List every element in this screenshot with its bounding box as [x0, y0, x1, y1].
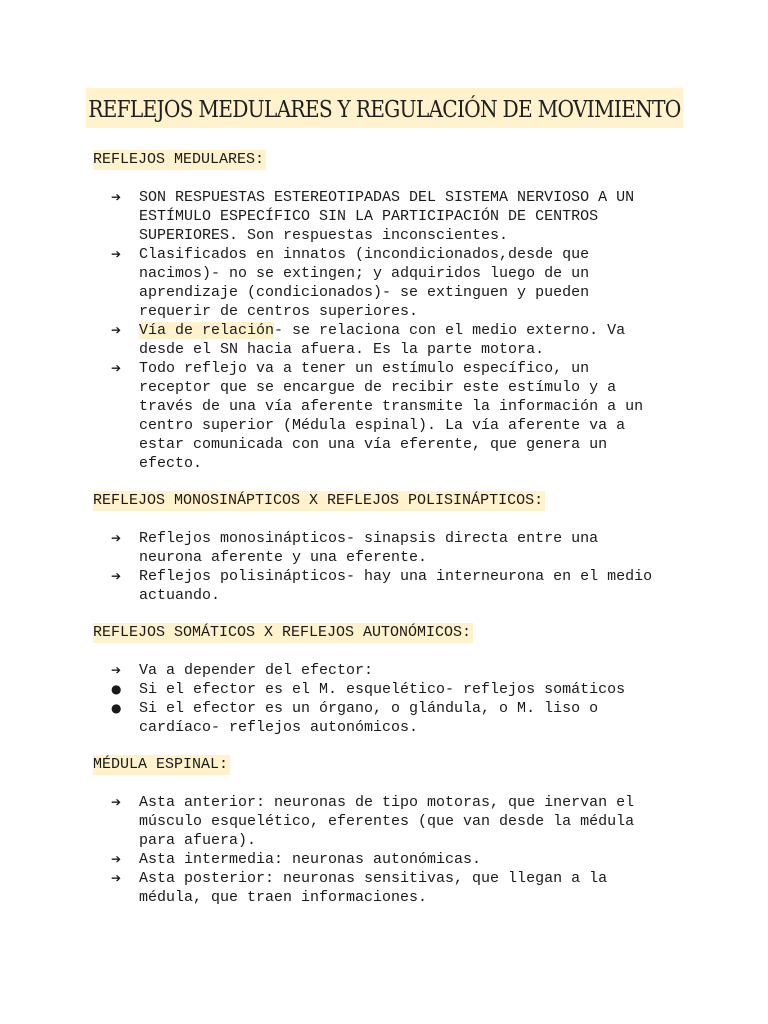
list-item-text-line: ESTÍMULO ESPECÍFICO SIN LA PARTICIPACIÓN DE CENTROS [139, 208, 599, 225]
list-item-text-line: requerir de centros superiores. [139, 303, 419, 320]
list-item [93, 567, 669, 605]
list-item [93, 661, 669, 680]
arrow-bullet-icon: ➔ [111, 531, 122, 545]
list-item-text-line: receptor que se encargue de recibir este estímulo y a [139, 379, 617, 396]
title-container [0, 88, 768, 128]
arrow-bullet-icon: ➔ [111, 871, 122, 885]
list-item [93, 793, 669, 850]
section-heading: REFLEJOS MEDULARES: [93, 151, 265, 168]
section-heading-line [93, 150, 693, 170]
list-item [93, 529, 669, 567]
list-item-text-line: actuando. [139, 587, 221, 604]
list-item-text-line: Si el efector es el M. esquelético- reflejos somáticos [139, 681, 626, 698]
bullet-list [93, 188, 693, 473]
list-item-text-line: neurona aferente y una eferente. [139, 549, 428, 566]
list-item [93, 699, 669, 737]
arrow-bullet-icon: ➔ [111, 190, 122, 204]
bullet-list [93, 661, 693, 737]
list-item-text-line: cardíaco- reflejos autonómicos. [139, 719, 419, 736]
list-item-text-line: centro superior (Médula espinal). La vía aferente va a [139, 417, 626, 434]
arrow-bullet-icon: ➔ [111, 795, 122, 809]
list-item-text-line: efecto. [139, 455, 203, 472]
list-item-text-line: Asta intermedia: neuronas autonómicas. [139, 851, 482, 868]
arrow-bullet-icon: ➔ [111, 247, 122, 261]
list-item-text-line: - se relaciona con el medio externo. Va [274, 322, 626, 339]
list-item-text-line: Todo reflejo va a tener un estímulo específico, un [139, 360, 590, 377]
list-item-text-line: Asta anterior: neuronas de tipo motoras, que inervan el [139, 794, 635, 811]
section-heading: MÉDULA ESPINAL: [93, 756, 229, 773]
bullet-list [93, 793, 693, 907]
arrow-bullet-icon: ➔ [111, 663, 122, 677]
list-item-text-line: Clasificados en innatos (incondicionados,desde que [139, 246, 590, 263]
section-heading: REFLEJOS SOMÁTICOS X REFLEJOS AUTONÓMICOS: [93, 624, 472, 641]
dot-bullet-icon: ● [111, 701, 122, 715]
list-item-text-line: Si el efector es un órgano, o glándula, o M. liso o [139, 700, 599, 717]
list-item-text-line: estar comunicada con una vía eferente, que genera un [139, 436, 608, 453]
list-item-text-line: desde el SN hacia afuera. Es la parte motora. [139, 341, 545, 358]
section-heading-line [93, 491, 693, 511]
list-item-text-line: SUPERIORES. Son respuestas inconscientes. [139, 227, 509, 244]
list-item [93, 850, 669, 869]
document-title: REFLEJOS MEDULARES Y REGULACIÓN DE MOVIMIENTO [85, 88, 682, 128]
arrow-bullet-icon: ➔ [111, 361, 122, 375]
list-item [93, 869, 669, 907]
list-item [93, 245, 669, 321]
list-item-text-line: aprendizaje (condicionados)- se extinguen y pueden [139, 284, 590, 301]
list-item [93, 321, 669, 359]
bullet-list [93, 529, 693, 605]
section-heading-line [93, 623, 693, 643]
list-item [93, 680, 669, 699]
list-item-text-line: Va a depender del efector: [139, 662, 374, 679]
section-heading: REFLEJOS MONOSINÁPTICOS X REFLEJOS POLISINÁPTICOS: [93, 492, 544, 509]
list-item-text-line: músculo esquelético, eferentes (que van desde la médula [139, 813, 635, 830]
list-item-text-line: Reflejos monosinápticos- sinapsis directa entre una [139, 530, 599, 547]
list-item-text-line: nacimos)- no se extingen; y adquiridos luego de un [139, 265, 590, 282]
section-heading-line [93, 755, 693, 775]
arrow-bullet-icon: ➔ [111, 852, 122, 866]
dot-bullet-icon: ● [111, 682, 122, 696]
document-body [93, 150, 693, 907]
list-item [93, 359, 669, 473]
arrow-bullet-icon: ➔ [111, 569, 122, 583]
list-item-text-line: SON RESPUESTAS ESTEREOTIPADAS DEL SISTEMA NERVIOSO A UN [139, 189, 635, 206]
list-item-text-line: para afuera). [139, 832, 257, 849]
list-item-text-line: Asta posterior: neuronas sensitivas, que llegan a la [139, 870, 608, 887]
list-item-text-line: médula, que traen informaciones. [139, 889, 428, 906]
arrow-bullet-icon: ➔ [111, 323, 122, 337]
list-item-text-line: través de una vía aferente transmite la información a un [139, 398, 644, 415]
highlighted-term: Vía de relación [139, 322, 275, 339]
list-item-text-line: Reflejos polisinápticos- hay una interneurona en el medio [139, 568, 653, 585]
list-item [93, 188, 669, 245]
